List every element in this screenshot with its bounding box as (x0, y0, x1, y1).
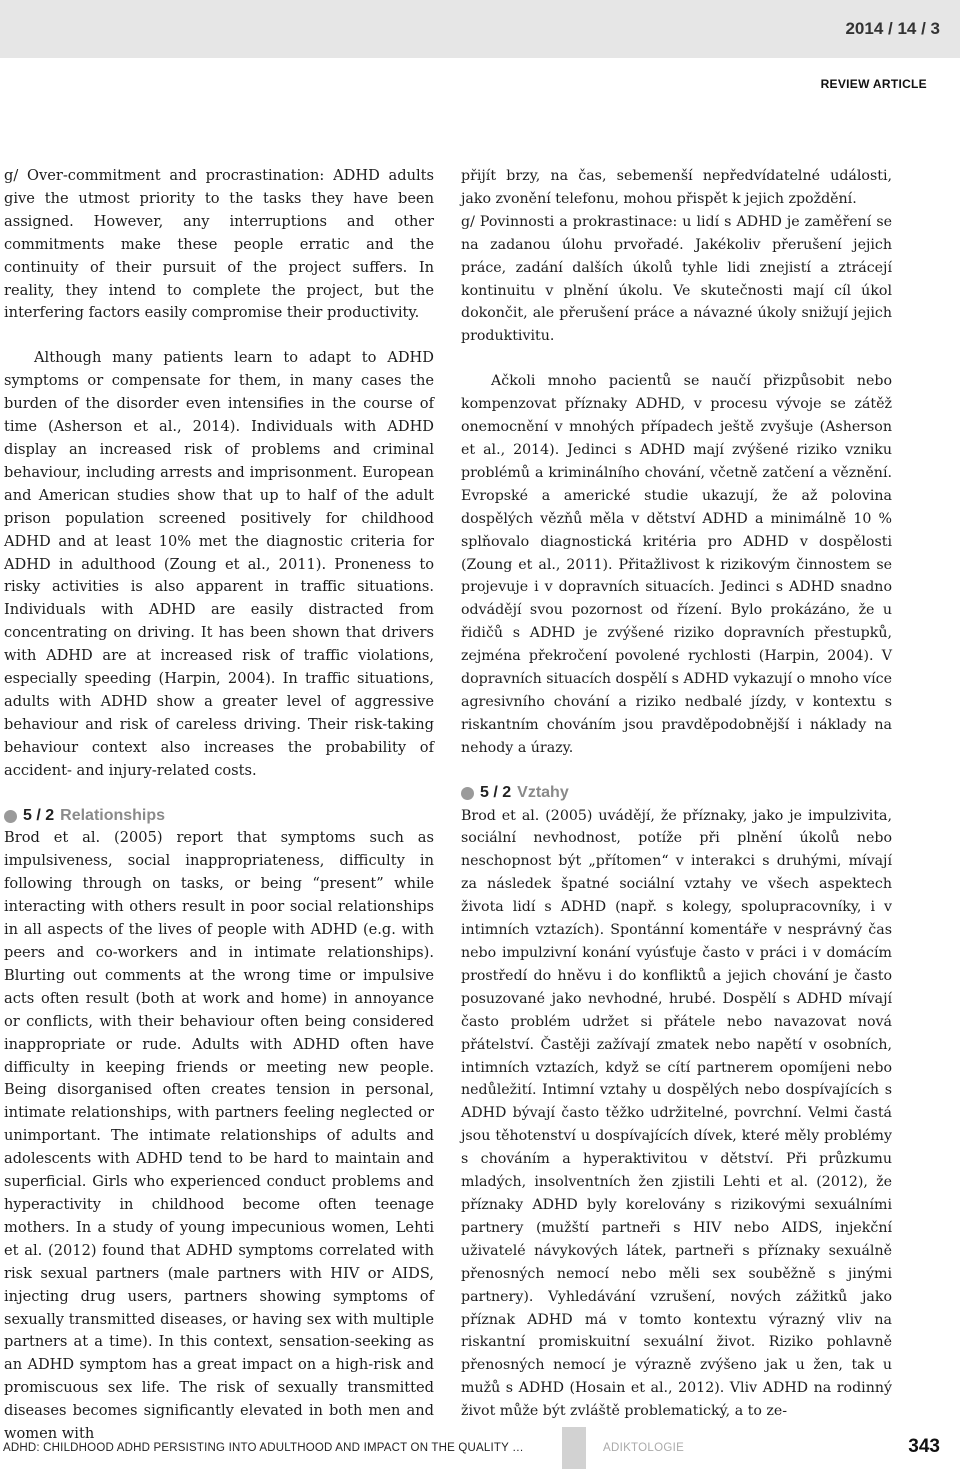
footer-divider-block (562, 1427, 586, 1469)
bullet-dot-icon (4, 810, 17, 823)
footer-journal-name: ADIKTOLOGIE (603, 1442, 685, 1454)
issue-number: 2014 / 14 / 3 (845, 19, 940, 38)
paragraph: Brod et al. (2005) report that symptoms such as impulsiveness, social inappropriateness, difficulty in following through on tasks, or being “present” while interacting with others result in poor social relationships in all aspects of the lives of people with ADHD (e.g. with peers and co-workers and in intimate relationships). Blurting out comments at the wrong time or impulsive acts often result (both at work and home) in annoyance or conflicts, with their behaviour often being considered inappropriate or rude. Adults with ADHD often have difficulty in keeping friends or meeting new people. Being disorganised often creates tension in personal, intimate relationships, with partners feeling neglected or unimportant. The intimate relationships of adults and adolescents with ADHD tend to be hard to maintain and superficial. Girls who experienced conduct problems and hyperactivity in childhood become often teenage mothers. In a study of young impecunious women, Lehti et al. (2012) found that ADHD symptoms correlated with risk sexual partners (male partners with HIV or AIDS, injecting drug users, partners showing symptoms of sexually transmitted diseases, or having sex with multiple partners at a time). In this context, sensation-seeking as an ADHD symptom has a great impact on a high-risk and promiscuous sex life. The risk of sexually transmitted diseases becomes significantly elevated in both men and women with (4, 829, 434, 1443)
left-column-english (4, 165, 434, 1446)
footer-article-title: ADHD: CHILDHOOD ADHD PERSISTING INTO ADULTHOOD AND IMPACT ON THE QUALITY … (3, 1442, 524, 1454)
section-title: Vztahy (517, 783, 569, 801)
section-title: Relationships (60, 806, 166, 824)
section-heading (4, 805, 434, 828)
paragraph: g/ Over-commitment and procrastination: ADHD adults give the utmost priority to the tasks they have been assigned. However, any interruptions and other commitments make these people erratic and the continuity of their pursuit of the project suffers. In reality, they intend to complete the project, but the interfering factors easily compromise their productivity. (4, 167, 434, 322)
page-number: 343 (908, 1436, 940, 1457)
bullet-dot-icon (461, 787, 474, 800)
header-bar (0, 0, 960, 58)
paragraph: g/ Povinnosti a prokrastinace: u lidí s ADHD je zaměření se na zadanou úlohu prvořadé. Jakékoliv přerušení jejich práce, zadání dalších úkolů tyhle lidi znejistí a ztrácejí kontinuitu v plnění úkolu. Ve skutečnosti mají cíl úkol dokončit, ale přerušení práce a návazné úkoly snižují jejich produktivitu. (461, 213, 892, 345)
right-column-czech (461, 165, 892, 1423)
paragraph: Ačkoli mnoho pacientů se naučí přizpůsobit nebo kompenzovat příznaky ADHD, v procesu vývoje se zátěž onemocnění v mnohých případech ještě zvyšuje (Asherson et al., 2014). Jedinci s ADHD mají zvýšené riziko vzniku problémů a kriminálního chování, včetně zatčení a věznění. Evropské a americké studie ukazují, že až polovina dospělých vězňů měla v dětství ADHD a minimálně 10 % splňovalo diagnostická kritéria pro ADHD v dospělosti (Zoung et al., 2011). Přitažlivost k rizikovým činnostem se projevuje i v dopravních situacích. Jedinci s ADHD snadno odvádějí svou pozornost od řízení. Bylo prokázáno, že u řidičů s ADHD je zvýšené riziko dopravních přestupků, zejména překročení povolené rychlosti (Harpin, 2004). V dopravních situacích dospělí s ADHD vykazují o mnoho více agresivního chování a riziko nedbalé jízdy, v kontextu s riskantním chováním jsou pravděpodobnější i náklady na nehody a úrazy. (461, 373, 892, 756)
paragraph: Although many patients learn to adapt to ADHD symptoms or compensate for them, in many cases the burden of the disorder even intensifies in the course of time (Asherson et al., 2014). Individuals with ADHD display an increased risk of problems and criminal behaviour, including arrests and imprisonment. European and American studies show that up to half of the adult prison population screened positively for childhood ADHD and at least 10% met the diagnostic criteria for ADHD in adulthood (Zoung et al., 2011). Proneness to risky activities is also apparent in traffic situations. Individuals with ADHD are easily distracted from concentrating on driving. It has been shown that drivers with ADHD are at increased risk of traffic violations, especially speeding (Harpin, 2004). In traffic situations, adults with ADHD show a greater level of aggressive behaviour and risk of careless driving. Their risk-taking behaviour context also increases the probability of accident- and injury-related costs. (4, 349, 434, 779)
paragraph: Brod et al. (2005) uvádějí, že příznaky, jako je impulzivita, sociální nevhodnost, potíže při plnění úkolů nebo neschopnost být „přítomen“ v interakci s druhými, mívají za následek špatné sociální vztahy ve všech aspektech života lidí s ADHD (např. s kolegy, spolupracovníky, i v intimních vztazích). Spontánní komentáře v nesprávný čas nebo impulzivní konání vyúsťuje často v práci i v domácím prostředí do hněvu i do konfliktů a jejich chování je často posuzované jako nevhodné, hrubé. Dospělí s ADHD mívají často problém udržet si přátele nebo navazovat nová přátelství. Častěji zažívají zmatek nebo napětí v osobních, intimních vztazích, když se cítí partnerem opomíjeni nebo nedůležití. Intimní vztahy u dospělých nebo dospívajících s ADHD bývají často těžko udržitelné, povrchní. Velmi častá jsou těhotenství u dospívajících dívek, které měly problémy s chováním a hyperaktivitou v dětství. Při průzkumu mladých, insolventních žen zjistili Lehti et al. (2012), že příznaky ADHD byly korelovány s rizikovými sexuálními partnery (mužští partneři s HIV nebo AIDS, injekční uživatelé návykových látek, partneři s příznaky sexuálně přenosných nemocí nebo měli sex souběžně s jinými partnery). Vyhledávání vzrušení, nových zážitků jako příznak ADHD má v tomto kontextu výrazný vliv na riskantní promiskuitní sexuální život. Riziko pohlavně přenosných nemocí je výrazně zvýšeno jak u žen, tak u mužů s ADHD (Hosain et al., 2012). Vliv ADHD na rodinný život může být zvláště problematický, a to ze- (461, 807, 892, 1420)
section-heading (461, 782, 892, 805)
section-number: 5 / 2 (480, 783, 512, 801)
paragraph: přijít brzy, na čas, sebemenší nepředvídatelné události, jako zvonění telefonu, mohou přispět k jejich zpoždění. (461, 168, 892, 207)
section-number: 5 / 2 (23, 806, 55, 824)
article-type: REVIEW ARTICLE (820, 77, 927, 91)
